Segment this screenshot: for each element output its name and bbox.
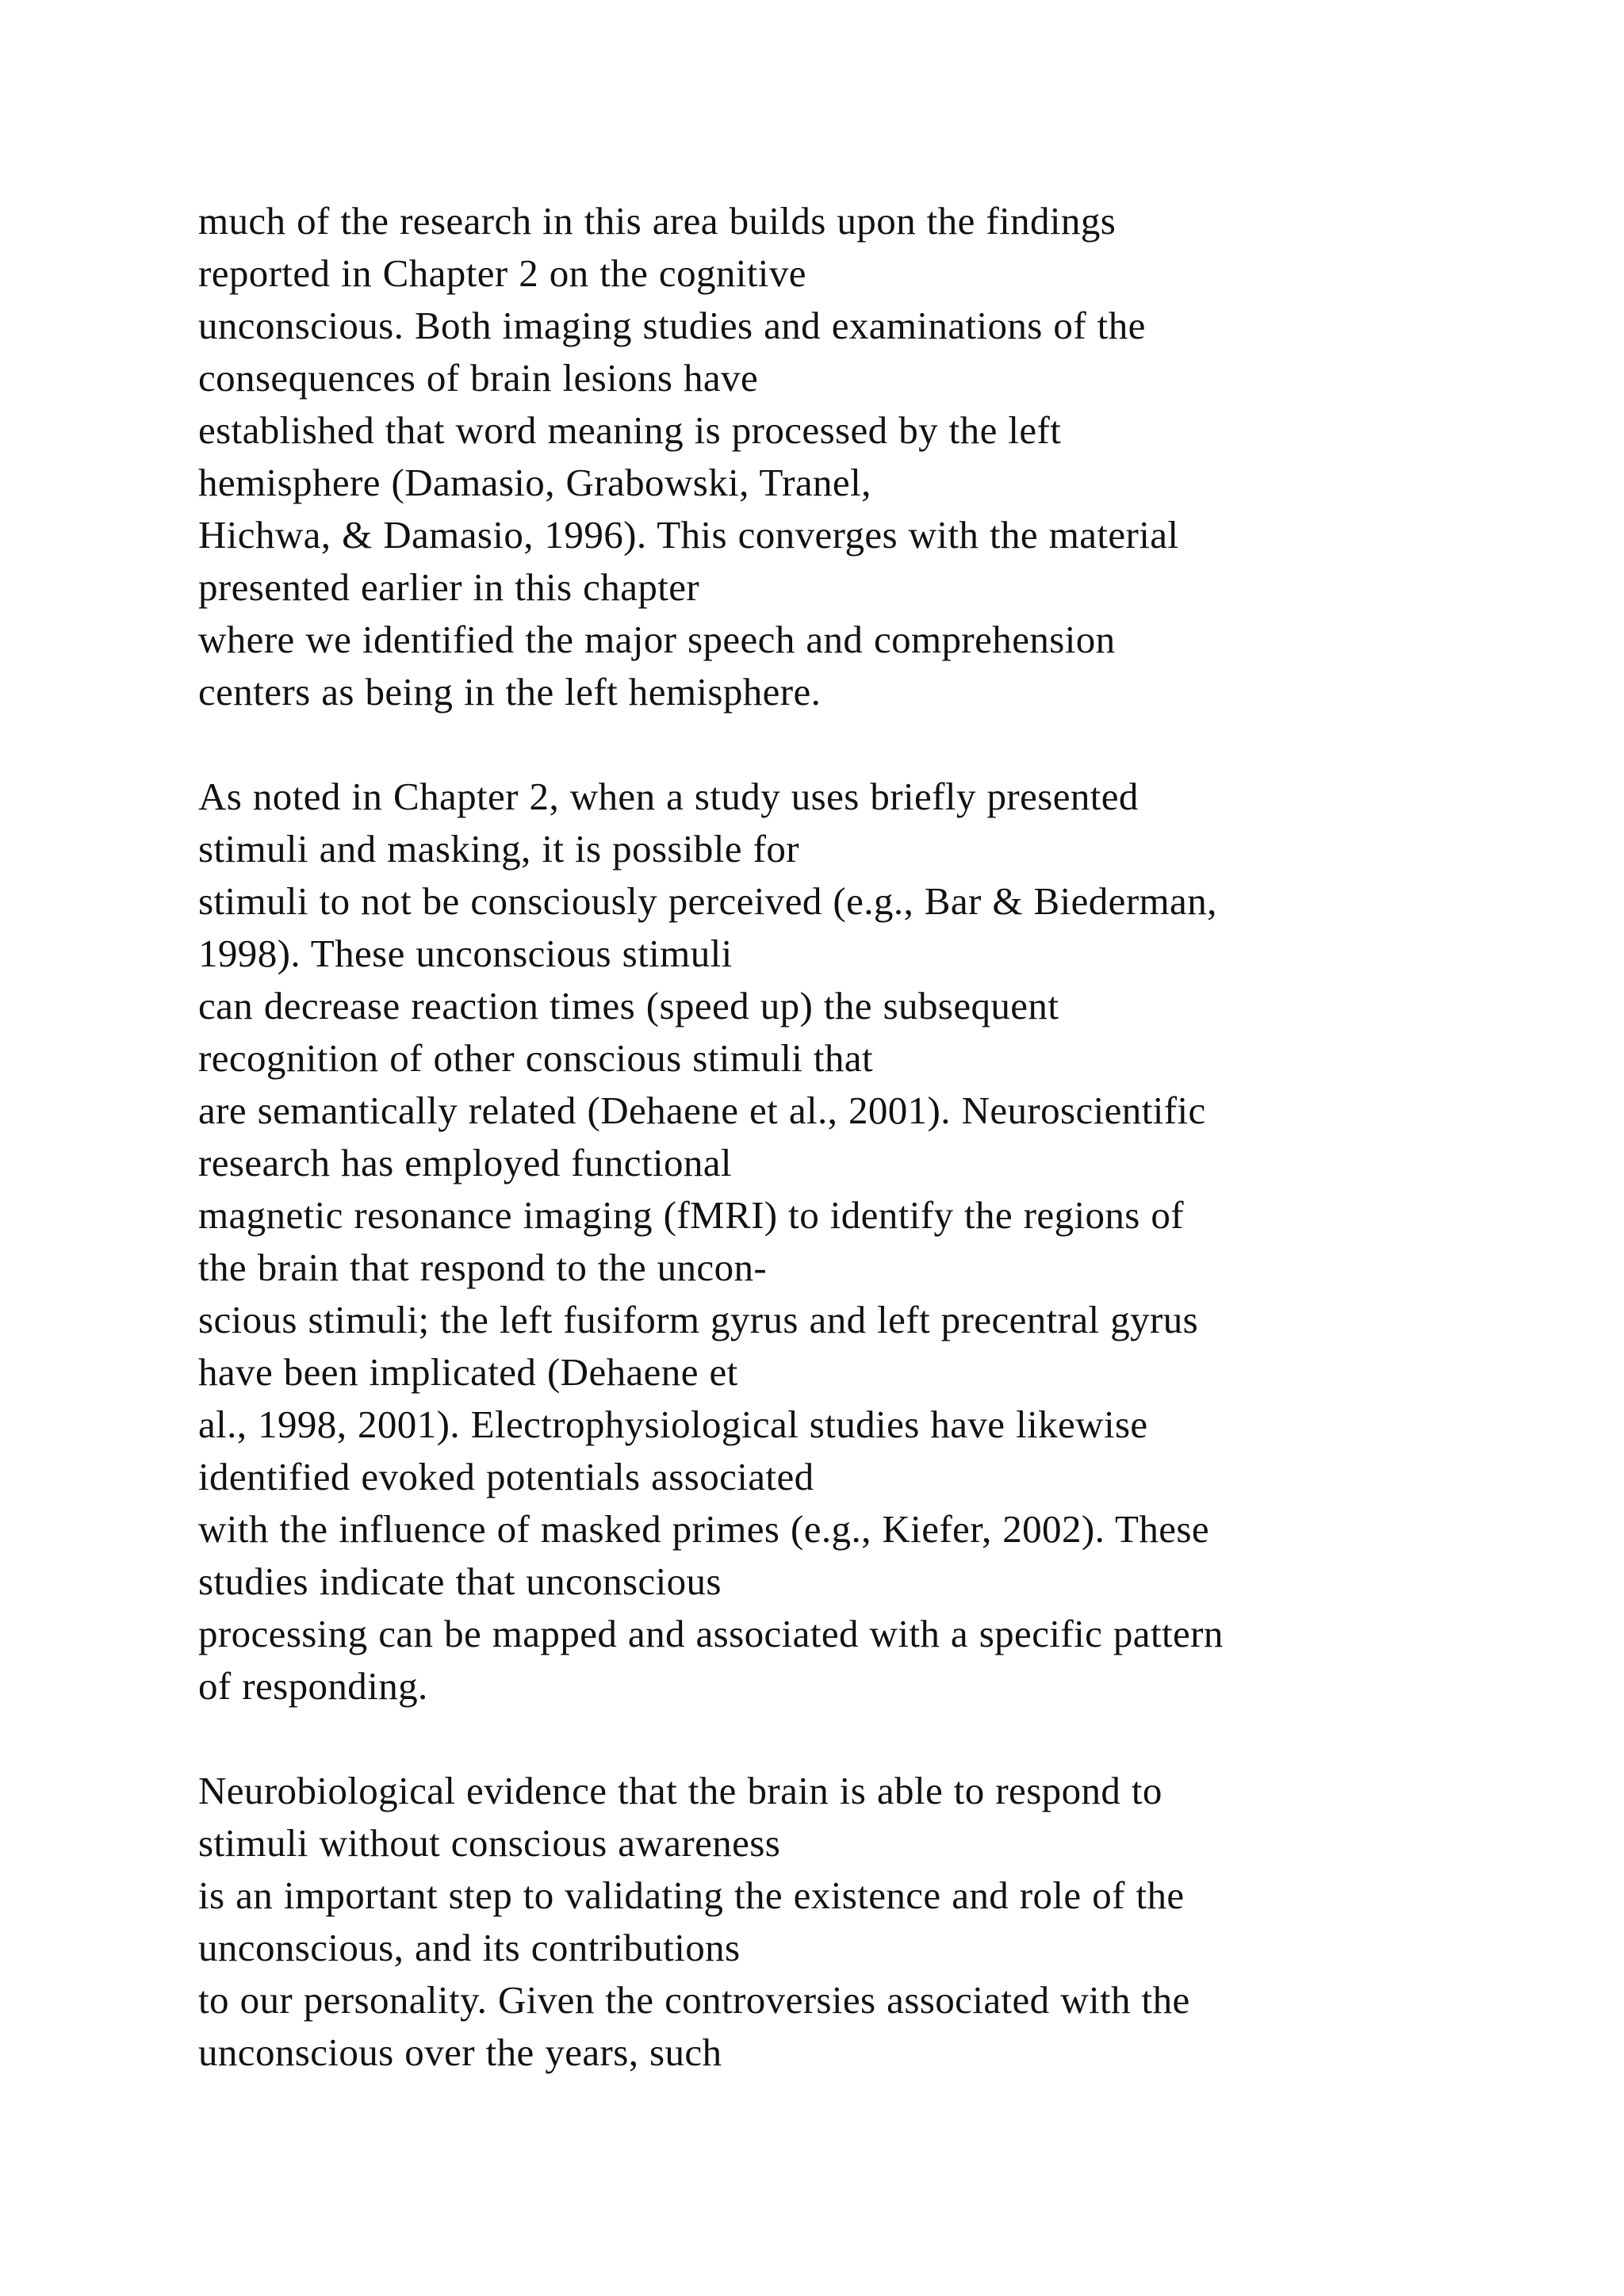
text-line: unconscious. Both imaging studies and examinations of the xyxy=(198,304,1146,347)
text-line: with the influence of masked primes (e.g., Kiefer, 2002). These xyxy=(198,1507,1209,1551)
paragraph-3 xyxy=(198,1765,1562,2079)
text-line: stimuli and masking, it is possible for xyxy=(198,827,799,871)
text-line: centers as being in the left hemisphere. xyxy=(198,670,822,714)
text-line: research has employed functional xyxy=(198,1141,732,1184)
text-line: can decrease reaction times (speed up) the subsequent xyxy=(198,984,1059,1027)
text-line: are semantically related (Dehaene et al., 2001). Neuroscientific xyxy=(198,1089,1206,1132)
body-text xyxy=(198,195,1562,2079)
text-line: processing can be mapped and associated with a specific pattern xyxy=(198,1612,1224,1655)
text-line: to our personality. Given the controversies associated with the xyxy=(198,1978,1190,2022)
paragraph-1 xyxy=(198,195,1562,718)
text-line: stimuli without conscious awareness xyxy=(198,1821,781,1865)
text-line: As noted in Chapter 2, when a study uses briefly presented xyxy=(198,775,1139,818)
text-line: established that word meaning is processed by the left xyxy=(198,408,1062,452)
text-line: presented earlier in this chapter xyxy=(198,565,700,609)
paragraph-2 xyxy=(198,771,1562,1712)
text-line: consequences of brain lesions have xyxy=(198,356,759,400)
text-line: hemisphere (Damasio, Grabowski, Tranel, xyxy=(198,461,871,504)
text-line: the brain that respond to the uncon- xyxy=(198,1246,768,1289)
text-line: is an important step to validating the existence and role of the xyxy=(198,1873,1185,1917)
text-line: Neurobiological evidence that the brain is able to respond to xyxy=(198,1769,1162,1812)
text-line: al., 1998, 2001). Electrophysiological studies have likewise xyxy=(198,1402,1148,1446)
text-line: magnetic resonance imaging (fMRI) to identify the regions of xyxy=(198,1193,1185,1237)
text-line: studies indicate that unconscious xyxy=(198,1559,722,1603)
text-line: Hichwa, & Damasio, 1996). This converges with the material xyxy=(198,513,1179,557)
text-line: where we identified the major speech and comprehension xyxy=(198,618,1116,661)
text-line: unconscious over the years, such xyxy=(198,2030,722,2074)
text-line: unconscious, and its contributions xyxy=(198,1926,741,1969)
text-line: stimuli to not be consciously perceived (e.g., Bar & Biederman, xyxy=(198,879,1217,923)
text-line: scious stimuli; the left fusiform gyrus and left precentral gyrus xyxy=(198,1298,1199,1341)
text-line: have been implicated (Dehaene et xyxy=(198,1350,738,1394)
text-line: 1998). These unconscious stimuli xyxy=(198,932,733,975)
text-line: much of the research in this area builds upon the findings xyxy=(198,199,1116,243)
text-line: reported in Chapter 2 on the cognitive xyxy=(198,251,806,295)
text-line: recognition of other conscious stimuli that xyxy=(198,1036,873,1080)
text-line: of responding. xyxy=(198,1664,428,1708)
text-line: identified evoked potentials associated xyxy=(198,1455,814,1498)
